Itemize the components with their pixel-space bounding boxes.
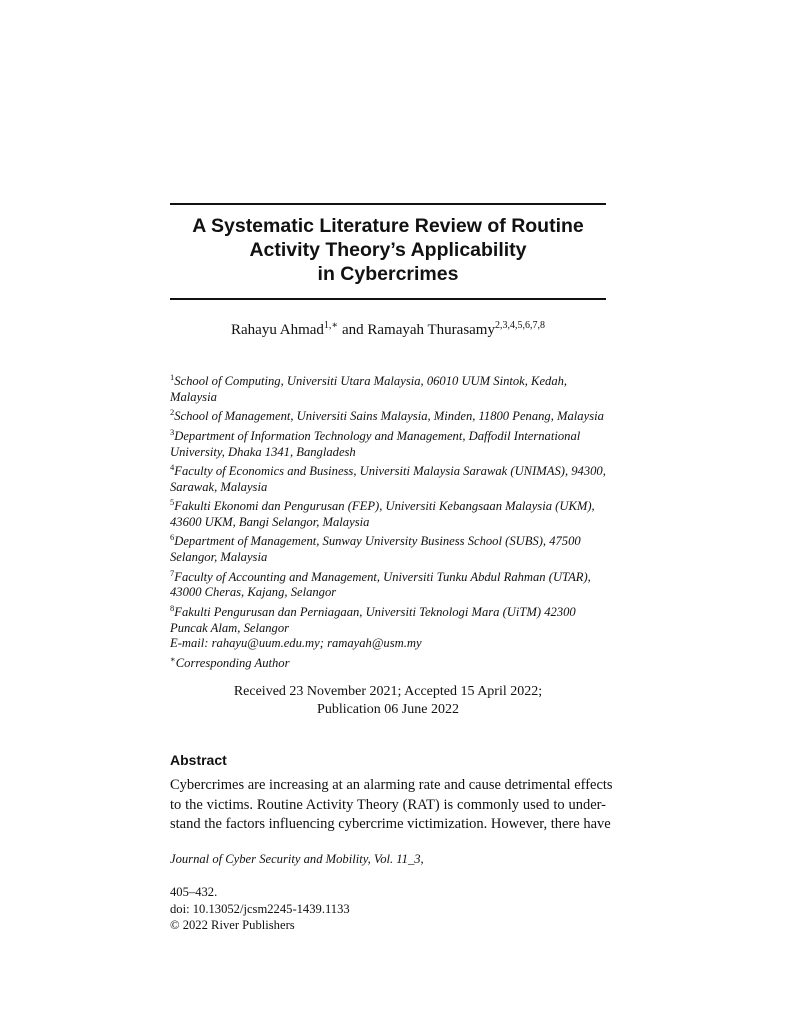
contact-email: E-mail: rahayu@uum.edu.my; ramayah@usm.my: [170, 636, 422, 650]
affiliation-number: 7: [170, 567, 175, 578]
paper-title: [170, 214, 606, 286]
publication-date: Publication 06 June 2022: [317, 702, 459, 717]
affiliation-text: Faculty of Economics and Business, Universiti Malaysia Sarawak (UNIMAS), 94300, Sarawak, Malaysia: [170, 464, 606, 494]
doi: doi: 10.13052/jcsm2245-1439.1133: [170, 901, 350, 916]
affiliation-item: [170, 601, 606, 636]
affiliation-list: [170, 370, 606, 671]
affiliation-item: [170, 425, 606, 460]
corresponding-text: Corresponding Author: [175, 655, 290, 670]
corresponding-marker: ∗: [170, 653, 176, 664]
affiliation-text: Fakulti Pengurusan dan Perniagaan, Universiti Teknologi Mara (UiTM) 42300 Puncak Alam, Selangor: [170, 605, 576, 635]
affiliation-text: School of Management, Universiti Sains Malaysia, Minden, 11800 Penang, Malaysia: [174, 409, 604, 424]
affiliation-text: School of Computing, Universiti Utara Malaysia, 06010 UUM Sintok, Kedah, Malaysia: [170, 374, 568, 404]
copyright: © 2022 River Publishers: [170, 918, 295, 932]
affiliation-item: [170, 495, 606, 530]
author-list: [170, 320, 606, 339]
title-rule-top: [170, 203, 606, 205]
journal-name: Journal of Cyber Security and Mobility, Vol. 11_3,: [170, 852, 424, 866]
affiliation-number: 8: [170, 602, 175, 613]
title-rule-bottom: [170, 298, 606, 300]
affiliation-number: 2: [170, 407, 175, 418]
author-name: Rahayu Ahmad: [231, 322, 324, 338]
affiliation-item: [170, 405, 606, 425]
title-line: Activity Theory’s Applicability: [249, 239, 527, 261]
affiliation-item: [170, 460, 606, 495]
affiliation-item: [170, 530, 606, 565]
author-name: Ramayah Thurasamy: [367, 322, 495, 338]
affiliation-number: 1: [170, 372, 175, 382]
affiliation-text: Department of Management, Sunway University Business School (SUBS), 47500 Selangor, Malaysia: [170, 534, 581, 565]
affiliation-item: [170, 370, 606, 405]
affiliation-number: 3: [170, 426, 175, 437]
abstract-body: [170, 776, 613, 835]
title-line: A Systematic Literature Review of Routine: [192, 215, 584, 237]
publication-dates: [170, 683, 606, 719]
affiliation-number: 5: [170, 497, 175, 508]
affiliation-number: 4: [170, 462, 175, 473]
affiliation-text: Fakulti Ekonomi dan Pengurusan (FEP), Universiti Kebangsaan Malaysia (UKM), 43600 UKM, Bangi Selangor, Malaysia: [170, 499, 595, 529]
abstract-line: stand the factors influencing cybercrime victimization. However, there have: [170, 816, 611, 832]
page-range: 405–432.: [170, 885, 218, 899]
abstract-line: Cybercrimes are increasing at an alarming rate and cause detrimental effects: [170, 777, 613, 793]
abstract-heading: Abstract: [170, 752, 227, 768]
affiliation-number: 6: [170, 532, 175, 543]
title-line: in Cybercrimes: [317, 263, 459, 285]
corresponding-author-note: [170, 652, 606, 672]
affiliation-text: Faculty of Accounting and Management, Universiti Tunku Abdul Rahman (UTAR), 43000 Cheras, Kajang, Selangor: [170, 569, 591, 600]
received-accepted-dates: Received 23 November 2021; Accepted 15 April 2022;: [233, 684, 543, 699]
affiliation-text: Department of Information Technology and Management, Daffodil International University, Dhaka 1341, Bangladesh: [170, 429, 581, 459]
author-conjunction: and: [341, 322, 364, 338]
abstract-line: to the victims. Routine Activity Theory (RAT) is commonly used to under-: [170, 796, 606, 813]
journal-footer: [170, 851, 606, 934]
author-affiliation-marker: 2,3,4,5,6,7,8: [494, 320, 545, 331]
journal-citation: [170, 851, 606, 901]
affiliation-item: [170, 566, 606, 601]
author-affiliation-marker: 1,∗: [323, 320, 339, 331]
